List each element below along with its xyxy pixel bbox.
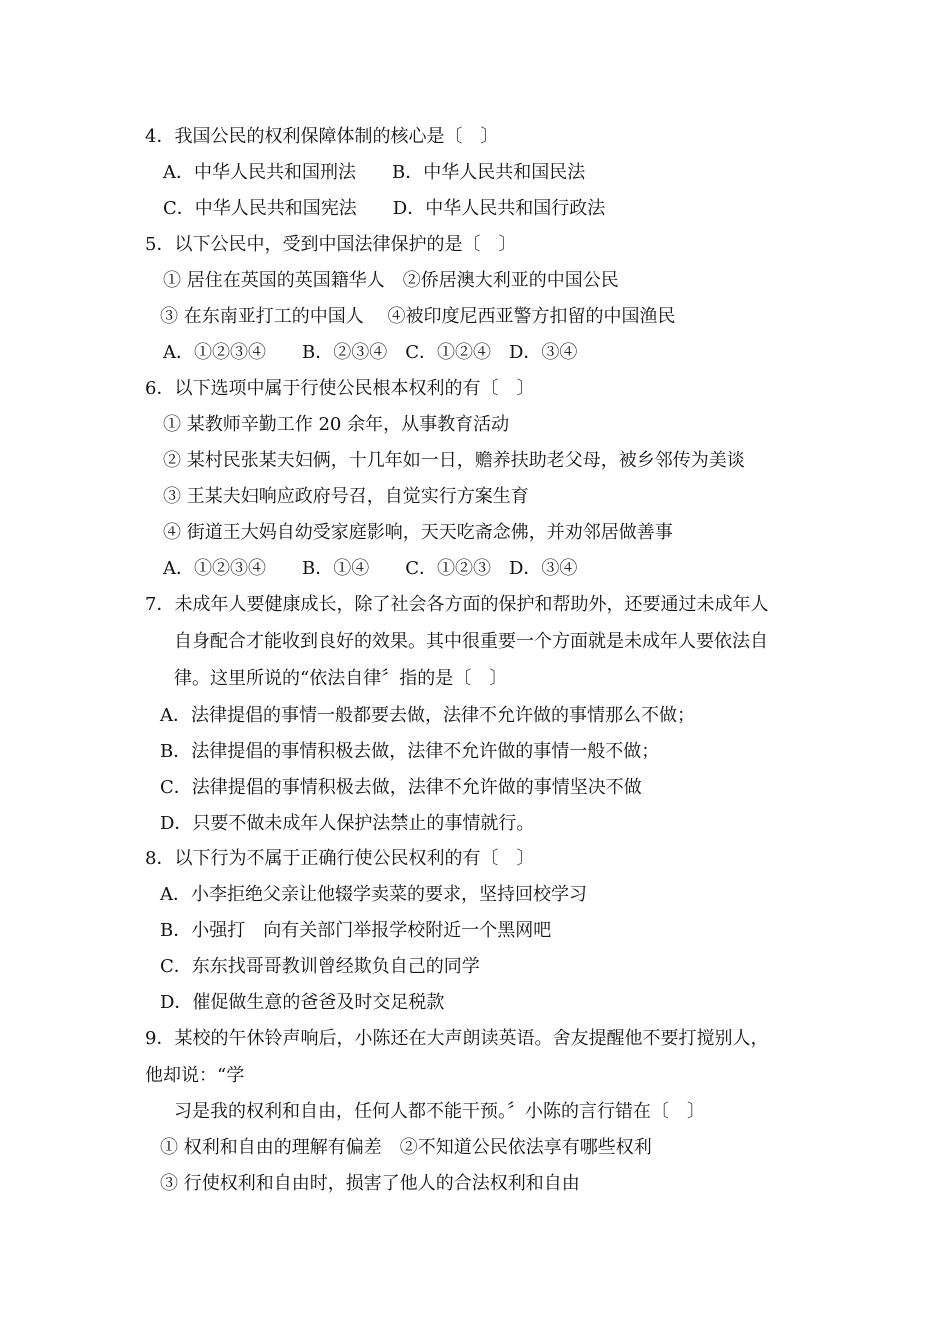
q7-option-d: D．只要不做未成年人保护法禁止的事情就行。: [160, 813, 535, 834]
q7-option-a: A．法律提倡的事情一般都要去做，法律不允许做的事情那么不做；: [160, 705, 695, 726]
q4-options-cd: C．中华人民共和国宪法 D．中华人民共和国行政法: [163, 198, 606, 219]
q8-stem: 8．以下行为不属于正确行使公民权利的有〔 〕: [145, 848, 535, 869]
q5-stem: 5．以下公民中，受到中国法律保护的是〔 〕: [145, 234, 517, 255]
q6-item-4: ④ 街道王大妈自幼受家庭影响，天天吃斋念佛，并劝邻居做善事: [163, 522, 673, 543]
q4-options-ab: A．中华人民共和国刑法 B．中华人民共和国民法: [163, 162, 586, 183]
q5-item-2: ③ 在东南亚打工的中国人 ④被印度尼西亚警方扣留的中国渔民: [160, 306, 676, 327]
q8-option-d: D．催促做生意的爸爸及时交足税款: [160, 992, 445, 1013]
q7-stem-line-3: 律。这里所说的“依法自律〞指的是〔 〕: [174, 668, 508, 689]
q6-item-1: ① 某教师辛勤工作 20 余年，从事教育活动: [163, 414, 510, 435]
q5-item-1: ① 居住在英国的英国籍华人 ②侨居澳大利亚的中国公民: [163, 270, 619, 291]
q8-option-a: A．小李拒绝父亲让他辍学卖菜的要求，坚持回校学习: [160, 884, 587, 905]
q7-option-c: C．法律提倡的事情积极去做，法律不允许做的事情坚决不做: [160, 777, 642, 798]
q6-item-3: ③ 王某夫妇响应政府号召，自觉实行方案生育: [163, 486, 529, 507]
q6-item-2: ② 某村民张某夫妇俩，十几年如一日，赡养扶助老父母，被乡邻传为美谈: [163, 450, 745, 471]
q7-stem-line-2: 自身配合才能收到良好的效果。其中很重要一个方面就是未成年人要依法自: [174, 631, 768, 652]
q9-stem-line-1: 9．某校的午休铃声响后，小陈还在大声朗读英语。舍友提醒他不要打搅别人，: [145, 1028, 769, 1049]
q9-stem-line-2: 他却说：“学: [145, 1065, 245, 1086]
q9-item-2: ③ 行使权利和自由时，损害了他人的合法权利和自由: [160, 1173, 580, 1194]
q9-item-1: ① 权利和自由的理解有偏差 ②不知道公民依法享有哪些权利: [160, 1137, 652, 1158]
q8-option-b: B．小强打 向有关部门举报学校附近一个黑网吧: [160, 920, 552, 941]
q6-options: A．①②③④ B．①④ C．①②③ D．③④: [163, 558, 578, 579]
q7-stem-line-1: 7．未成年人要健康成长，除了社会各方面的保护和帮助外，还要通过未成年人: [145, 594, 769, 615]
q8-option-c: C．东东找哥哥教训曾经欺负自己的同学: [160, 956, 480, 977]
q6-stem: 6．以下选项中属于行使公民根本权利的有〔 〕: [145, 378, 535, 399]
q7-option-b: B．法律提倡的事情积极去做，法律不允许做的事情一般不做；: [160, 741, 660, 762]
q5-options: A．①②③④ B．②③④ C．①②④ D．③④: [163, 342, 578, 363]
q9-stem-line-3: 习是我的权利和自由，任何人都不能干预。〞小陈的言行错在〔 〕: [174, 1101, 705, 1122]
q4-stem: 4．我国公民的权利保障体制的核心是〔 〕: [145, 126, 499, 147]
